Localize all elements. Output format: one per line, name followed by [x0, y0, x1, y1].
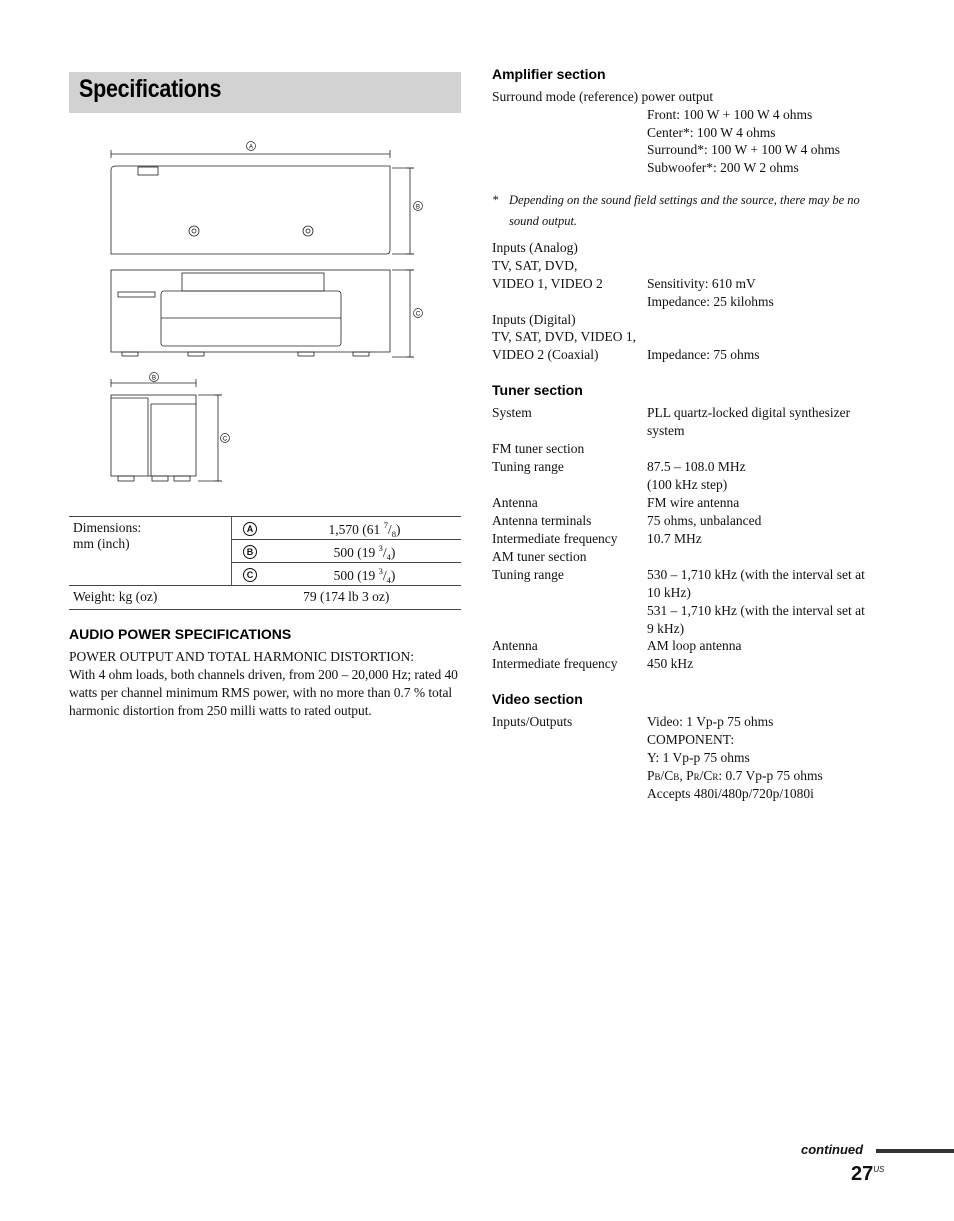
video-value2: COMPONENT: — [647, 732, 735, 747]
fm-terminals-key: Antenna terminals — [492, 513, 592, 528]
continued-label: continued — [801, 1142, 864, 1157]
dim-b-den: 4 — [386, 552, 391, 562]
dimensions-table — [69, 516, 461, 610]
analog-sensitivity: Sensitivity: 610 mV — [647, 276, 756, 291]
output-center: Center*: 100 W 4 ohms — [647, 125, 776, 140]
page-title: Specifications — [79, 75, 222, 103]
section-title-bar — [69, 72, 461, 113]
audio-power-line1: POWER OUTPUT AND TOTAL HARMONIC DISTORTION: — [69, 649, 414, 664]
fm-if-key: Intermediate frequency — [492, 531, 618, 546]
dim-a-den: 8 — [391, 529, 396, 539]
video-heading: Video section — [492, 691, 583, 707]
dim-marker-a — [232, 517, 269, 540]
tuner-system-value2: system — [647, 423, 685, 438]
dim-c-num: 3 — [378, 566, 383, 576]
dim-value-c: 500 (19 $^3/_4$) — [333, 566, 396, 585]
dim-marker-c — [232, 563, 269, 586]
fm-antenna-key: Antenna — [492, 495, 538, 510]
am-tuner-label: AM tuner section — [492, 549, 587, 564]
am-antenna-value: AM loop antenna — [647, 638, 742, 653]
dimensions-label-line1: Dimensions: — [73, 520, 142, 535]
dim-value-b: 500 (19 $^3/_4$) — [268, 540, 461, 563]
page-number — [851, 1163, 884, 1186]
note-line2: sound output. — [509, 214, 578, 228]
inputs-digital-label: Inputs (Digital) — [492, 312, 576, 327]
fm-antenna-value: FM wire antenna — [647, 495, 740, 510]
note-line1: Depending on the sound field settings and the source, there may be no — [509, 193, 860, 207]
surround-label: Surround mode (reference) power output — [492, 89, 714, 104]
dim-a-main: 1,570 (61 — [328, 522, 384, 537]
dim-c-main: 500 (19 — [333, 568, 379, 583]
am-range-key: Tuning range — [492, 567, 564, 582]
tuner-system-key: System — [492, 405, 532, 420]
continued-rule — [876, 1149, 954, 1153]
tuner-heading: Tuner section — [492, 382, 583, 398]
am-if-value: 450 kHz — [647, 656, 694, 671]
dim-b-num: 3 — [378, 543, 383, 553]
dim-c-den: 4 — [386, 575, 391, 585]
weight-value: 79 (174 lb 3 oz) — [303, 589, 390, 604]
am-antenna-key: Antenna — [492, 638, 538, 653]
marker-c-label: C — [415, 311, 421, 318]
audio-power-heading: AUDIO POWER SPECIFICATIONS — [69, 626, 292, 642]
digital-impedance: Impedance: 75 ohms — [647, 347, 760, 362]
fm-terminals-value: 75 ohms, unbalanced — [647, 513, 762, 528]
dim-a-end: ) — [395, 522, 401, 537]
cr-sub: R — [712, 772, 719, 782]
fm-range-value2: (100 kHz step) — [647, 477, 728, 492]
fm-if-value: 10.7 MHz — [647, 531, 702, 546]
pr-p: , P — [679, 768, 694, 783]
output-subwoofer: Subwoofer*: 200 W 2 ohms — [647, 160, 799, 175]
video-value3: Y: 1 Vp-p 75 ohms — [647, 750, 750, 765]
am-range-value4: 9 kHz) — [647, 621, 685, 636]
inputs-analog-label: Inputs (Analog) — [492, 240, 578, 255]
dim-a-num: 7 — [383, 520, 388, 530]
cb-sub: B — [673, 772, 680, 782]
page-number-suffix: US — [873, 1165, 885, 1174]
dimensions-label-line2: mm (inch) — [73, 536, 130, 551]
inputs-analog-sources2: VIDEO 1, VIDEO 2 — [492, 276, 603, 291]
dim-marker-b-text: B — [243, 545, 257, 559]
am-range-value3: 531 – 1,710 kHz (with the interval set at — [647, 603, 865, 618]
dim-marker-a-text: A — [243, 522, 257, 536]
analog-impedance: Impedance: 25 kilohms — [647, 294, 774, 309]
output-surround: Surround*: 100 W + 100 W 4 ohms — [647, 142, 841, 157]
am-range-value2: 10 kHz) — [647, 585, 691, 600]
inputs-analog-sources1: TV, SAT, DVD, — [492, 258, 578, 273]
marker-a-label: A — [248, 144, 254, 151]
pb-sub: B — [654, 772, 661, 782]
dim-c-end: ) — [390, 568, 396, 583]
audio-power-body: With 4 ohm loads, both channels driven, from 200 – 20,000 Hz; rated 40 watts per channel minimum RMS power, with no more than 0.7 % total harmonic distortion from 250 milli watts to rated output. — [69, 667, 458, 718]
note-asterisk: * — [492, 193, 499, 207]
marker-b-label: B — [415, 204, 421, 211]
dim-marker-b — [232, 540, 269, 563]
tuner-system-value1: PLL quartz-locked digital synthesizer — [647, 405, 851, 420]
am-range-value1: 530 – 1,710 kHz (with the interval set at — [647, 567, 865, 582]
pr-sub: R — [693, 772, 700, 782]
pb-p: P — [647, 768, 655, 783]
amplifier-heading: Amplifier section — [492, 66, 606, 82]
page-number-value: 27 — [851, 1163, 874, 1185]
video-value4 — [647, 767, 887, 786]
dim-value-a: 1,570 (61 $^7/_8$) — [268, 517, 461, 540]
cr-c: /C — [699, 768, 713, 783]
video-value5: Accepts 480i/480p/720p/1080i — [647, 786, 814, 801]
dimensions-label — [69, 517, 232, 586]
component-level: : 0.7 Vp-p 75 ohms — [718, 768, 823, 783]
fm-range-value1: 87.5 – 108.0 MHz — [647, 459, 746, 474]
output-front: Front: 100 W + 100 W 4 ohms — [647, 107, 813, 122]
amplifier-note — [492, 190, 892, 232]
dim-b-main: 500 (19 — [333, 545, 379, 560]
weight-label: Weight: kg (oz) — [73, 589, 158, 604]
dim-b-end: ) — [390, 545, 396, 560]
inputs-digital-sources1: TV, SAT, DVD, VIDEO 1, — [492, 329, 637, 344]
am-if-key: Intermediate frequency — [492, 656, 618, 671]
marker-b-side-label: B — [151, 375, 157, 382]
inputs-digital-sources2: VIDEO 2 (Coaxial) — [492, 347, 599, 362]
cb-c: /C — [660, 768, 674, 783]
video-value1: Video: 1 Vp-p 75 ohms — [647, 714, 774, 729]
dim-marker-c-text: C — [243, 568, 257, 582]
fm-tuner-label: FM tuner section — [492, 441, 585, 456]
marker-c-side-label: C — [222, 436, 228, 443]
dimension-drawing — [108, 136, 428, 486]
fm-range-key: Tuning range — [492, 459, 564, 474]
video-io-key: Inputs/Outputs — [492, 714, 573, 729]
